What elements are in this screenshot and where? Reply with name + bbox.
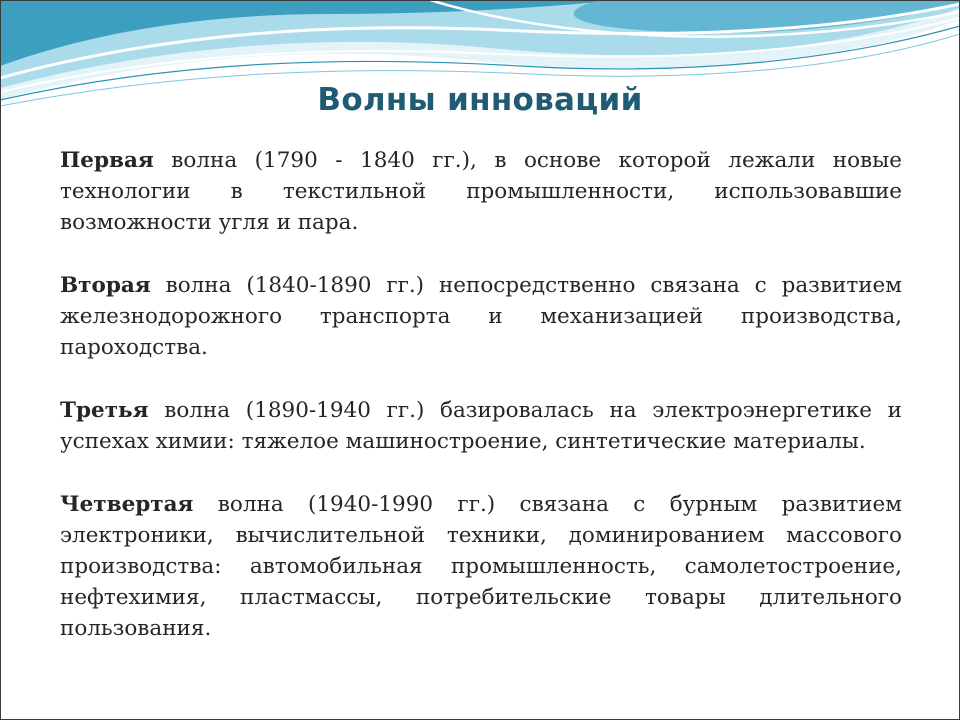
paragraph-lead: Вторая [60, 273, 151, 298]
paragraph-fourth-wave [60, 489, 902, 644]
paragraph-second-wave [60, 270, 902, 363]
paragraph-lead: Четвертая [60, 492, 194, 517]
paragraph-lead: Третья [60, 398, 149, 423]
paragraph-first-wave [60, 145, 902, 238]
paragraph-text: волна (1840-1890 гг.) непосредственно связана с развитием железнодорожного транспорта и механизацией производства, пароходства. [60, 273, 902, 360]
paragraph-text: волна (1890-1940 гг.) базировалась на электроэнергетике и успехах химии: тяжелое машиностроение, синтетические материалы. [60, 398, 902, 454]
page-title: Волны инноваций [317, 82, 643, 118]
paragraph-text: волна (1940-1990 гг.) связана с бурным развитием электроники, вычислительной техники, доминированием массового производства: автомобильная промышленность, самолетостроение, нефтехимия, пластмассы, потребительские товары длительного пользования. [60, 492, 902, 641]
content-body [60, 145, 902, 676]
paragraph-text: волна (1790 - 1840 гг.), в основе которой лежали новые технологии в текстильной промышленности, использовавшие возможности угля и пара. [60, 148, 902, 235]
paragraph-lead: Первая [60, 148, 154, 173]
paragraph-third-wave [60, 395, 902, 457]
